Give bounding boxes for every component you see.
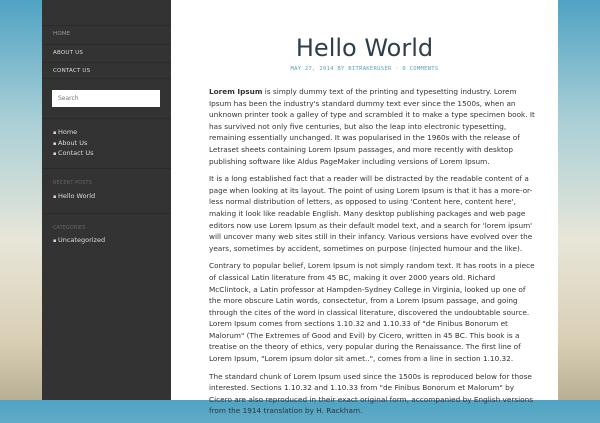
recent-post-link[interactable]: ▪ Hello World: [53, 192, 95, 203]
category-link[interactable]: ▪ Uncategorized: [53, 236, 105, 247]
page-link-about-us[interactable]: ▪ About Us: [53, 139, 93, 150]
recent-posts-list: [53, 192, 95, 203]
main-content: [171, 0, 558, 416]
page-link-contact-us[interactable]: ▪ Contact Us: [53, 149, 93, 160]
paragraph: It is a long established fact that a reader will be distracted by the readable content of a page when looking at its layout. The point of using Lorem Ipsum is that it has a more-or-less normal distribution of letters, as opposed to using 'Content here, content here', making it look like readable English. Many desktop publishing packages and web page editors now use Lorem Ipsum as their default model text, and a search for 'lorem ipsum' will uncover many web sites still in their infancy. Various versions have evolved over the years, sometimes by accident, sometimes on purpose (injected humour and the like).: [209, 174, 533, 253]
search-input[interactable]: [52, 90, 160, 107]
categories-list: [53, 236, 105, 247]
recent-posts-title: RECENT POSTS: [53, 181, 92, 186]
paragraph: Contrary to popular belief, Lorem Ipsum is not simply random text. It has roots in a piece of classical Latin literature from 45 BC, making it over 2000 years old. Richard McClintock, a Latin professor at Hampden-Sydney College in Virginia, looked up one of the more obscure Latin words, consectetur, from a Lorem Ipsum passage, and going through the cites of the word in classical literature, discovered the undoubtable source. Lorem Ipsum comes from sections 1.10.32 and 1.10.33 of "de Finibus Bonorum et Malorum" (The Extremes of Good and Evil) by Cicero, written in 45 BC. This book is a treatise on the theory of ethics, very popular during the Renaissance. The first line of Lorem Ipsum, "Lorem ipsum dolor sit amet..", comes from a line in section 1.10.32.: [209, 261, 535, 364]
post-meta: MAY 27, 2014 BY BITRAKERUSER · 0 COMMENTS: [290, 66, 439, 72]
divider: [42, 168, 171, 169]
pages-list: [53, 128, 93, 160]
lead-bold: Lorem Ipsum: [209, 87, 263, 96]
nav-contact-us[interactable]: CONTACT US: [42, 62, 171, 81]
main-nav: [42, 25, 171, 81]
divider: [42, 118, 171, 119]
divider: [42, 213, 171, 214]
nav-about-us[interactable]: ABOUT US: [42, 44, 171, 63]
post-body: [209, 86, 539, 423]
paragraph: The standard chunk of Lorem Ipsum used since the 1500s is reproduced below for those interested. Sections 1.10.32 and 1.10.33 from "de Finibus Bonorum et Malorum" by Cicero are also reproduced in their exact original form, accompanied by English versions from the 1914 translation by H. Rackham.: [209, 371, 534, 416]
nav-home[interactable]: HOME: [42, 25, 171, 44]
divider: [42, 78, 171, 79]
post-title[interactable]: Hello World: [295, 34, 434, 62]
sidebar: [42, 0, 171, 400]
paragraph: [209, 86, 539, 167]
page-link-home[interactable]: ▪ Home: [53, 128, 93, 139]
paragraph-text: is simply dummy text of the printing and typesetting industry. Lorem Ipsum has been the industry's standard dummy text ever since the 1500s, when an unknown printer took a galley of type and scrambled it to make a type specimen book. It has survived not only five centuries, but also the leap into electronic typesetting, remaining essentially unchanged. It was popularised in the 1960s with the release of Letraset sheets containing Lorem Ipsum passages, and more recently with desktop publishing software like Aldus PageMaker including versions of Lorem Ipsum.: [209, 87, 535, 166]
categories-title: CATEGORIES: [53, 226, 86, 231]
